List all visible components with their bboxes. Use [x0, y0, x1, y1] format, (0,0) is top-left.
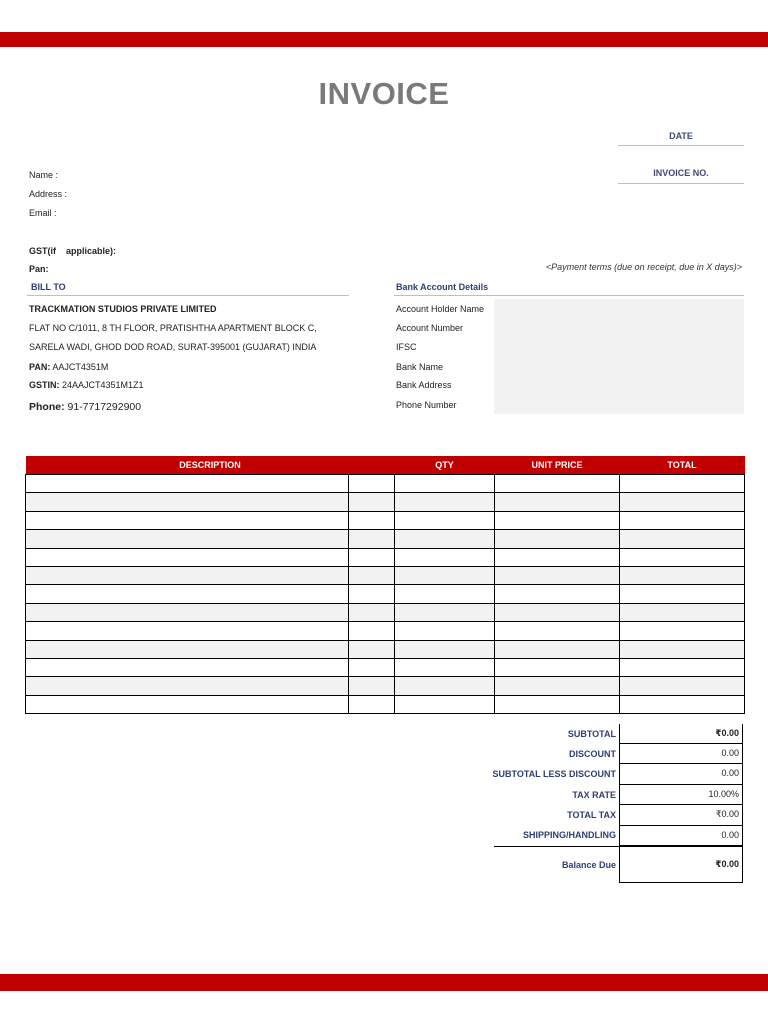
cell-total[interactable]: [620, 530, 745, 548]
gstin-value: 24AAJCT4351M1Z1: [59, 380, 144, 390]
total-tax-value[interactable]: ₹0.00: [619, 805, 743, 826]
bill-to-address-line1: FLAT NO C/1011, 8 TH FLOOR, PRATISHTHA APARTMENT BLOCK C,: [29, 323, 317, 333]
gst-label: GST(if applicable):: [29, 246, 117, 256]
table-header-row: [26, 456, 745, 475]
cell-qty[interactable]: [395, 475, 495, 493]
address-label: Address :: [29, 189, 68, 199]
cell-total[interactable]: [620, 585, 745, 603]
cell-unit-price[interactable]: [495, 511, 620, 529]
date-label: DATE: [669, 131, 693, 141]
total-tax-label: TOTAL TAX: [567, 810, 616, 820]
cell-qty[interactable]: [395, 677, 495, 695]
top-accent-bar: [0, 32, 768, 47]
subtotal-less-discount-value[interactable]: 0.00: [619, 764, 743, 785]
bill-to-address-line2: SARELA WADI, GHOD DOD ROAD, SURAT-395001 (GUJARAT) INDIA: [29, 342, 317, 352]
cell-qty[interactable]: [395, 585, 495, 603]
cell-qty[interactable]: [395, 622, 495, 640]
cell-description[interactable]: [26, 530, 349, 548]
shipping-label: SHIPPING/HANDLING: [522, 830, 616, 840]
pan-value: AAJCT4351M: [50, 362, 109, 372]
cell-description[interactable]: [26, 493, 349, 511]
cell-total[interactable]: [620, 493, 745, 511]
phone-value: 91-7717292900: [64, 401, 142, 413]
table-row: [26, 658, 745, 676]
subtotal-value[interactable]: ₹0.00: [619, 724, 743, 744]
cell-unit-price[interactable]: [495, 530, 620, 548]
phone-key: Phone:: [29, 401, 65, 413]
cell-total[interactable]: [620, 677, 745, 695]
bottom-accent-bar: [0, 974, 768, 991]
table-row: [26, 695, 745, 713]
cell-extra[interactable]: [349, 640, 395, 658]
cell-description[interactable]: [26, 603, 349, 621]
tax-rate-value[interactable]: 10.00%: [619, 785, 743, 805]
cell-description[interactable]: [26, 548, 349, 566]
cell-description[interactable]: [26, 566, 349, 584]
cell-qty[interactable]: [395, 658, 495, 676]
cell-unit-price[interactable]: [495, 695, 620, 713]
cell-total[interactable]: [620, 640, 745, 658]
cell-extra[interactable]: [349, 603, 395, 621]
cell-total[interactable]: [620, 622, 745, 640]
table-row: [26, 566, 745, 584]
cell-total[interactable]: [620, 548, 745, 566]
table-row: [26, 622, 745, 640]
cell-extra[interactable]: [349, 475, 395, 493]
discount-value[interactable]: 0.00: [619, 744, 743, 764]
bank-field-account-number: Account Number: [396, 323, 464, 333]
cell-unit-price[interactable]: [495, 585, 620, 603]
gstin-key: GSTIN:: [29, 380, 60, 390]
discount-label: DISCOUNT: [569, 749, 616, 759]
cell-unit-price[interactable]: [495, 566, 620, 584]
cell-extra[interactable]: [349, 530, 395, 548]
cell-total[interactable]: [620, 603, 745, 621]
bank-heading: Bank Account Details: [396, 282, 489, 292]
cell-extra[interactable]: [349, 658, 395, 676]
invoice-title: INVOICE: [318, 76, 450, 111]
cell-description[interactable]: [26, 640, 349, 658]
table-row: [26, 548, 745, 566]
cell-unit-price[interactable]: [495, 493, 620, 511]
pan-label: Pan:: [29, 264, 49, 274]
email-label: Email :: [29, 208, 57, 218]
table-row: [26, 603, 745, 621]
bill-to-phone: [29, 401, 141, 413]
tax-rate-label: TAX RATE: [572, 790, 616, 800]
balance-due-label: Balance Due: [561, 860, 616, 870]
cell-total[interactable]: [620, 511, 745, 529]
cell-extra[interactable]: [349, 566, 395, 584]
cell-qty[interactable]: [395, 640, 495, 658]
table-row: [26, 511, 745, 529]
cell-extra[interactable]: [349, 548, 395, 566]
line-items-table: [25, 456, 745, 714]
cell-unit-price[interactable]: [495, 640, 620, 658]
cell-extra[interactable]: [349, 622, 395, 640]
cell-extra[interactable]: [349, 511, 395, 529]
cell-qty[interactable]: [395, 566, 495, 584]
cell-description[interactable]: [26, 677, 349, 695]
cell-qty[interactable]: [395, 511, 495, 529]
bank-field-bank-address: Bank Address: [396, 380, 452, 390]
bill-to-gstin: [29, 380, 144, 390]
cell-unit-price[interactable]: [495, 658, 620, 676]
table-row: [26, 585, 745, 603]
cell-qty[interactable]: [395, 695, 495, 713]
subtotal-label: SUBTOTAL: [567, 729, 616, 739]
balance-divider: [494, 846, 619, 847]
invoice-no-underline: [618, 183, 744, 184]
col-unit-price: UNIT PRICE: [495, 456, 620, 475]
table-row: [26, 493, 745, 511]
balance-due-value[interactable]: ₹0.00: [619, 846, 743, 883]
table-row: [26, 640, 745, 658]
cell-extra[interactable]: [349, 585, 395, 603]
bank-field-phone-number: Phone Number: [396, 400, 457, 410]
bill-to-pan: [29, 362, 108, 372]
cell-extra[interactable]: [349, 493, 395, 511]
cell-total[interactable]: [620, 566, 745, 584]
cell-description[interactable]: [26, 695, 349, 713]
table-row: [26, 475, 745, 493]
bank-field-ifsc: IFSC: [396, 342, 417, 352]
col-total: TOTAL: [620, 456, 745, 475]
invoice-no-label: INVOICE NO.: [653, 168, 709, 178]
cell-qty[interactable]: [395, 493, 495, 511]
cell-description[interactable]: [26, 622, 349, 640]
bank-field-account-holder: Account Holder Name: [396, 304, 485, 314]
payment-terms: <Payment terms (due on receipt, due in X days)>: [545, 262, 742, 272]
cell-unit-price[interactable]: [495, 622, 620, 640]
bill-to-heading: BILL TO: [31, 282, 66, 292]
col-qty: QTY: [395, 456, 495, 475]
cell-description[interactable]: [26, 585, 349, 603]
cell-description[interactable]: [26, 658, 349, 676]
cell-unit-price[interactable]: [495, 548, 620, 566]
cell-qty[interactable]: [395, 548, 495, 566]
subtotal-less-discount-label: SUBTOTAL LESS DISCOUNT: [492, 769, 616, 779]
col-description: DESCRIPTION: [26, 456, 395, 475]
cell-qty[interactable]: [395, 530, 495, 548]
bank-field-bank-name: Bank Name: [396, 362, 444, 372]
cell-extra[interactable]: [349, 695, 395, 713]
cell-total[interactable]: [620, 658, 745, 676]
name-label: Name :: [29, 170, 59, 180]
cell-extra[interactable]: [349, 677, 395, 695]
cell-unit-price[interactable]: [495, 603, 620, 621]
cell-description[interactable]: [26, 475, 349, 493]
table-row: [26, 530, 745, 548]
pan-key: PAN:: [29, 362, 51, 372]
table-row: [26, 677, 745, 695]
cell-unit-price[interactable]: [495, 475, 620, 493]
bank-details-box[interactable]: [494, 299, 744, 414]
bill-to-rule: [27, 295, 349, 296]
date-underline: [618, 145, 744, 146]
shipping-value[interactable]: 0.00: [619, 826, 743, 846]
bank-rule: [394, 295, 744, 296]
cell-total[interactable]: [620, 475, 745, 493]
bill-to-company: TRACKMATION STUDIOS PRIVATE LIMITED: [29, 304, 217, 314]
cell-total[interactable]: [620, 695, 745, 713]
cell-unit-price[interactable]: [495, 677, 620, 695]
cell-qty[interactable]: [395, 603, 495, 621]
cell-description[interactable]: [26, 511, 349, 529]
